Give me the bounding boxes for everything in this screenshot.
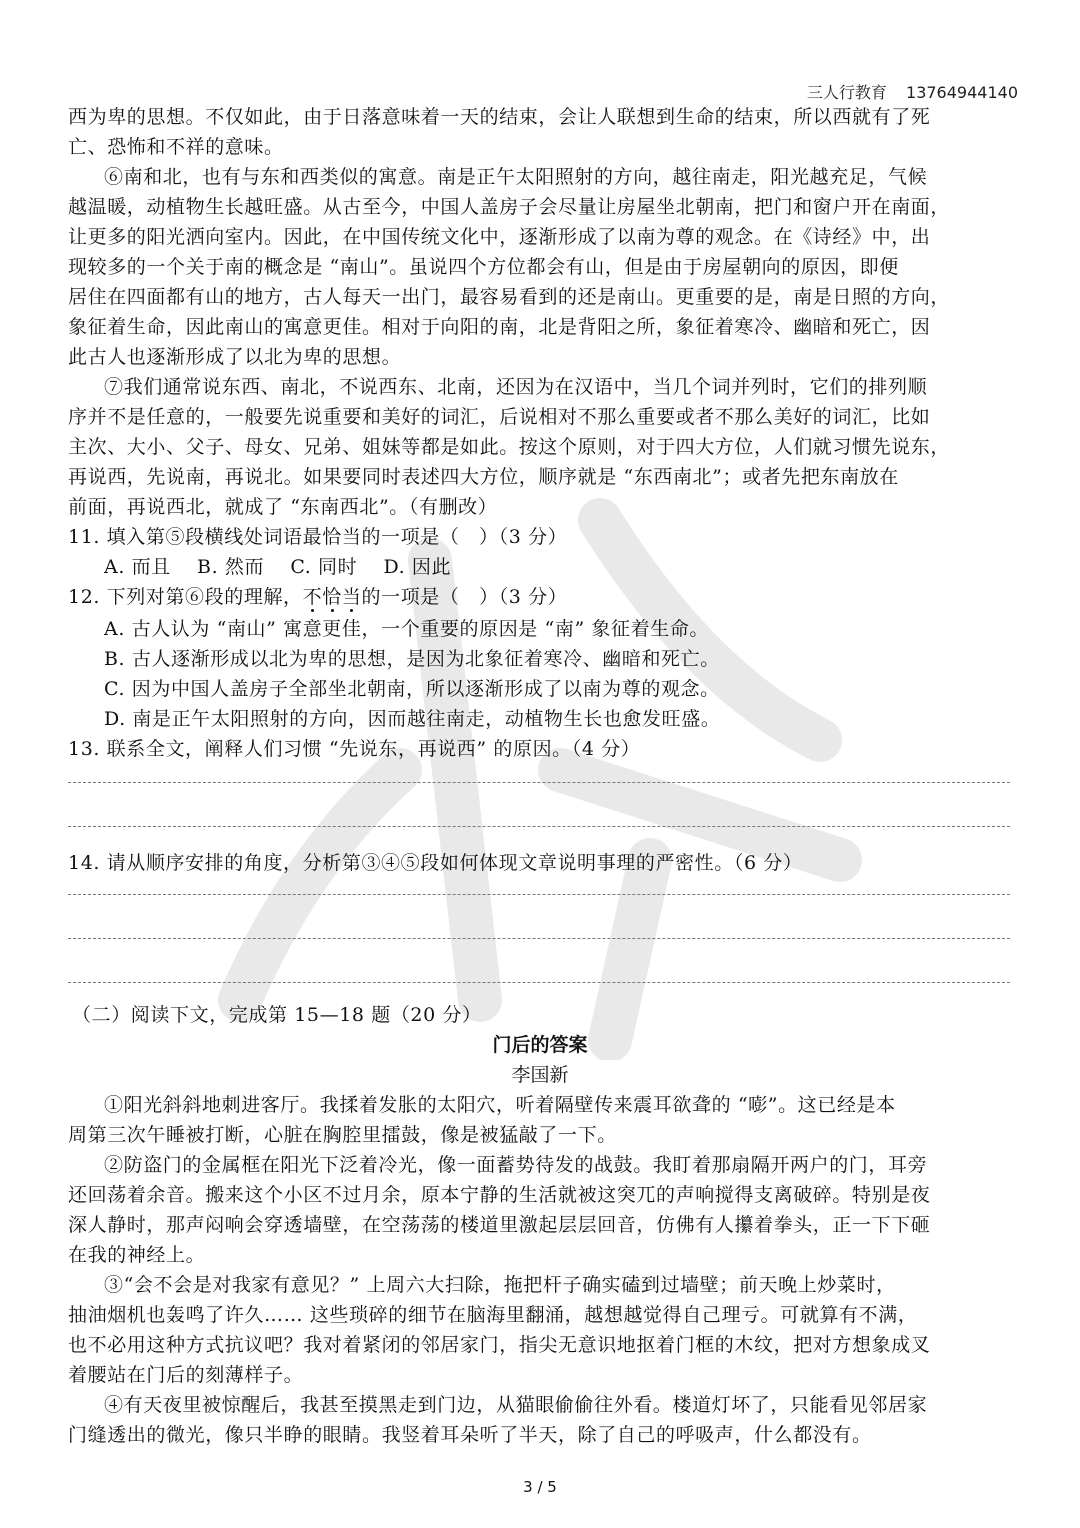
answer-line[interactable] bbox=[68, 782, 1010, 783]
question-12 bbox=[68, 582, 1018, 612]
answer-line[interactable] bbox=[68, 982, 1010, 983]
emphasis-char: 当 bbox=[341, 586, 362, 608]
text-line: 前面，再说西北，就成了 “东南西北”。（有删改） bbox=[68, 496, 498, 518]
text-line: 现较多的一个关于南的概念是 “南山”。虽说四个方位都会有山，但是由于房屋朝向的原因，即便 bbox=[68, 256, 899, 278]
text-line: 门缝透出的微光，像只半睁的眼睛。我竖着耳朵听了半天，除了自己的呼吸声，什么都没有。 bbox=[68, 1424, 872, 1446]
emphasis-char: 恰 bbox=[322, 586, 342, 608]
text-line: 居住在四面都有山的地方，古人每天一出门，最容易看到的还是南山。更重要的是，南是日照的方向， bbox=[68, 286, 951, 308]
text-line: 象征着生命，因此南山的寓意更佳。相对于向阳的南，北是背阳之所，象征着寒冷、幽暗和死亡，因 bbox=[68, 316, 931, 338]
emphasis-char: 不 bbox=[302, 586, 323, 608]
text-line: ⑥南和北，也有与东和西类似的寓意。南是正午太阳照射的方向，越往南走，阳光越充足，气候 bbox=[104, 166, 928, 188]
text-line: 主次、大小、父子、母女、兄弟、姐妹等都是如此。按这个原则，对于四大方位，人们就习惯先说东， bbox=[68, 436, 951, 458]
question-11-options: A. 而且 B. 然而 C. 同时 D. 因此 bbox=[104, 556, 452, 578]
header-phone: 13764944140 bbox=[906, 83, 1018, 102]
text-line: 让更多的阳光洒向室内。因此，在中国传统文化中，逐渐形成了以南为尊的观念。在《诗经》中，出 bbox=[68, 226, 931, 248]
question-12-option-b: B. 古人逐渐形成以北为卑的思想，是因为北象征着寒冷、幽暗和死亡。 bbox=[104, 648, 720, 670]
article-author: 李国新 bbox=[511, 1064, 569, 1086]
question-12-option-c: C. 因为中国人盖房子全部坐北朝南，所以逐渐形成了以南为尊的观念。 bbox=[104, 678, 720, 700]
text-line: 亡、恐怖和不祥的意味。 bbox=[68, 136, 284, 158]
text-line: 也不必用这种方式抗议吧？我对着紧闭的邻居家门，指尖无意识地抠着门框的木纹，把对方想象成叉 bbox=[68, 1334, 931, 1356]
text-line: 西为卑的思想。不仅如此，由于日落意味着一天的结束，会让人联想到生命的结束，所以西就有了死 bbox=[68, 106, 931, 128]
question-13: 13. 联系全文，阐释人们习惯 “先说东，再说西” 的原因。（4 分） bbox=[68, 738, 641, 760]
question-12-option-a: A. 古人认为 “南山” 寓意更佳，一个重要的原因是 “南” 象征着生命。 bbox=[104, 618, 710, 640]
text-line: 在我的神经上。 bbox=[68, 1244, 206, 1266]
question-11: 11. 填入第⑤段横线处词语最恰当的一项是（ ）（3 分） bbox=[68, 526, 568, 548]
text-line: ④有天夜里被惊醒后，我甚至摸黑走到门边，从猫眼偷偷往外看。楼道灯坏了，只能看见邻居家 bbox=[104, 1394, 928, 1416]
text-line: 序并不是任意的，一般要先说重要和美好的词汇，后说相对不那么重要或者不那么美好的词汇，比如 bbox=[68, 406, 931, 428]
page-number: 3 / 5 bbox=[523, 1478, 557, 1496]
section-heading: （二）阅读下文，完成第 15—18 题（20 分） bbox=[72, 1004, 482, 1026]
text-line: ②防盗门的金属框在阳光下泛着冷光，像一面蓄势待发的战鼓。我盯着那扇隔开两户的门，耳旁 bbox=[104, 1154, 928, 1176]
question-12-suffix: 的一项是（ ）（3 分） bbox=[361, 586, 568, 608]
text-line: 着腰站在门后的刻薄样子。 bbox=[68, 1364, 304, 1386]
answer-line[interactable] bbox=[68, 894, 1010, 895]
text-line: 此古人也逐渐形成了以北为卑的思想。 bbox=[68, 346, 402, 368]
text-line: 再说西，先说南，再说北。如果要同时表述四大方位，顺序就是 “东西南北”；或者先把东南放在 bbox=[68, 466, 899, 488]
answer-line[interactable] bbox=[68, 938, 1010, 939]
header-org: 三人行教育 bbox=[806, 83, 887, 102]
text-line: 越温暖，动植物生长越旺盛。从古至今，中国人盖房子会尽量让房屋坐北朝南，把门和窗户开在南面， bbox=[68, 196, 951, 218]
question-12-prefix: 12. 下列对第⑥段的理解， bbox=[68, 586, 303, 608]
text-line: 还回荡着余音。搬来这个小区不过月余，原本宁静的生活就被这突兀的声响搅得支离破碎。特别是夜 bbox=[68, 1184, 931, 1206]
question-14: 14. 请从顺序安排的角度，分析第③④⑤段如何体现文章说明事理的严密性。（6 分） bbox=[68, 852, 803, 874]
text-line: 深人静时，那声闷响会穿透墙壁，在空荡荡的楼道里激起层层回音，仿佛有人攥着拳头，正一下下砸 bbox=[68, 1214, 931, 1236]
article-title: 门后的答案 bbox=[492, 1034, 588, 1056]
question-12-option-d: D. 南是正午太阳照射的方向，因而越往南走，动植物生长也愈发旺盛。 bbox=[104, 708, 721, 730]
text-line: 周第三次午睡被打断，心脏在胸腔里擂鼓，像是被猛敲了一下。 bbox=[68, 1124, 617, 1146]
question-12-emphasis bbox=[303, 586, 362, 608]
page-header bbox=[793, 80, 1018, 103]
answer-line[interactable] bbox=[68, 826, 1010, 827]
text-line: ⑦我们通常说东西、南北，不说西东、北南，还因为在汉语中，当几个词并列时，它们的排列顺 bbox=[104, 376, 928, 398]
text-line: ①阳光斜斜地刺进客厅。我揉着发胀的太阳穴，听着隔壁传来震耳欲聋的 “嘭”。这已经是本 bbox=[104, 1094, 896, 1116]
text-line: ③“会不会是对我家有意见？” 上周六大扫除，拖把杆子确实磕到过墙壁；前天晚上炒菜时， bbox=[104, 1274, 896, 1296]
text-line: 抽油烟机也轰鸣了许久…… 这些琐碎的细节在脑海里翻涌，越想越觉得自己理亏。可就算有不满， bbox=[68, 1304, 918, 1326]
